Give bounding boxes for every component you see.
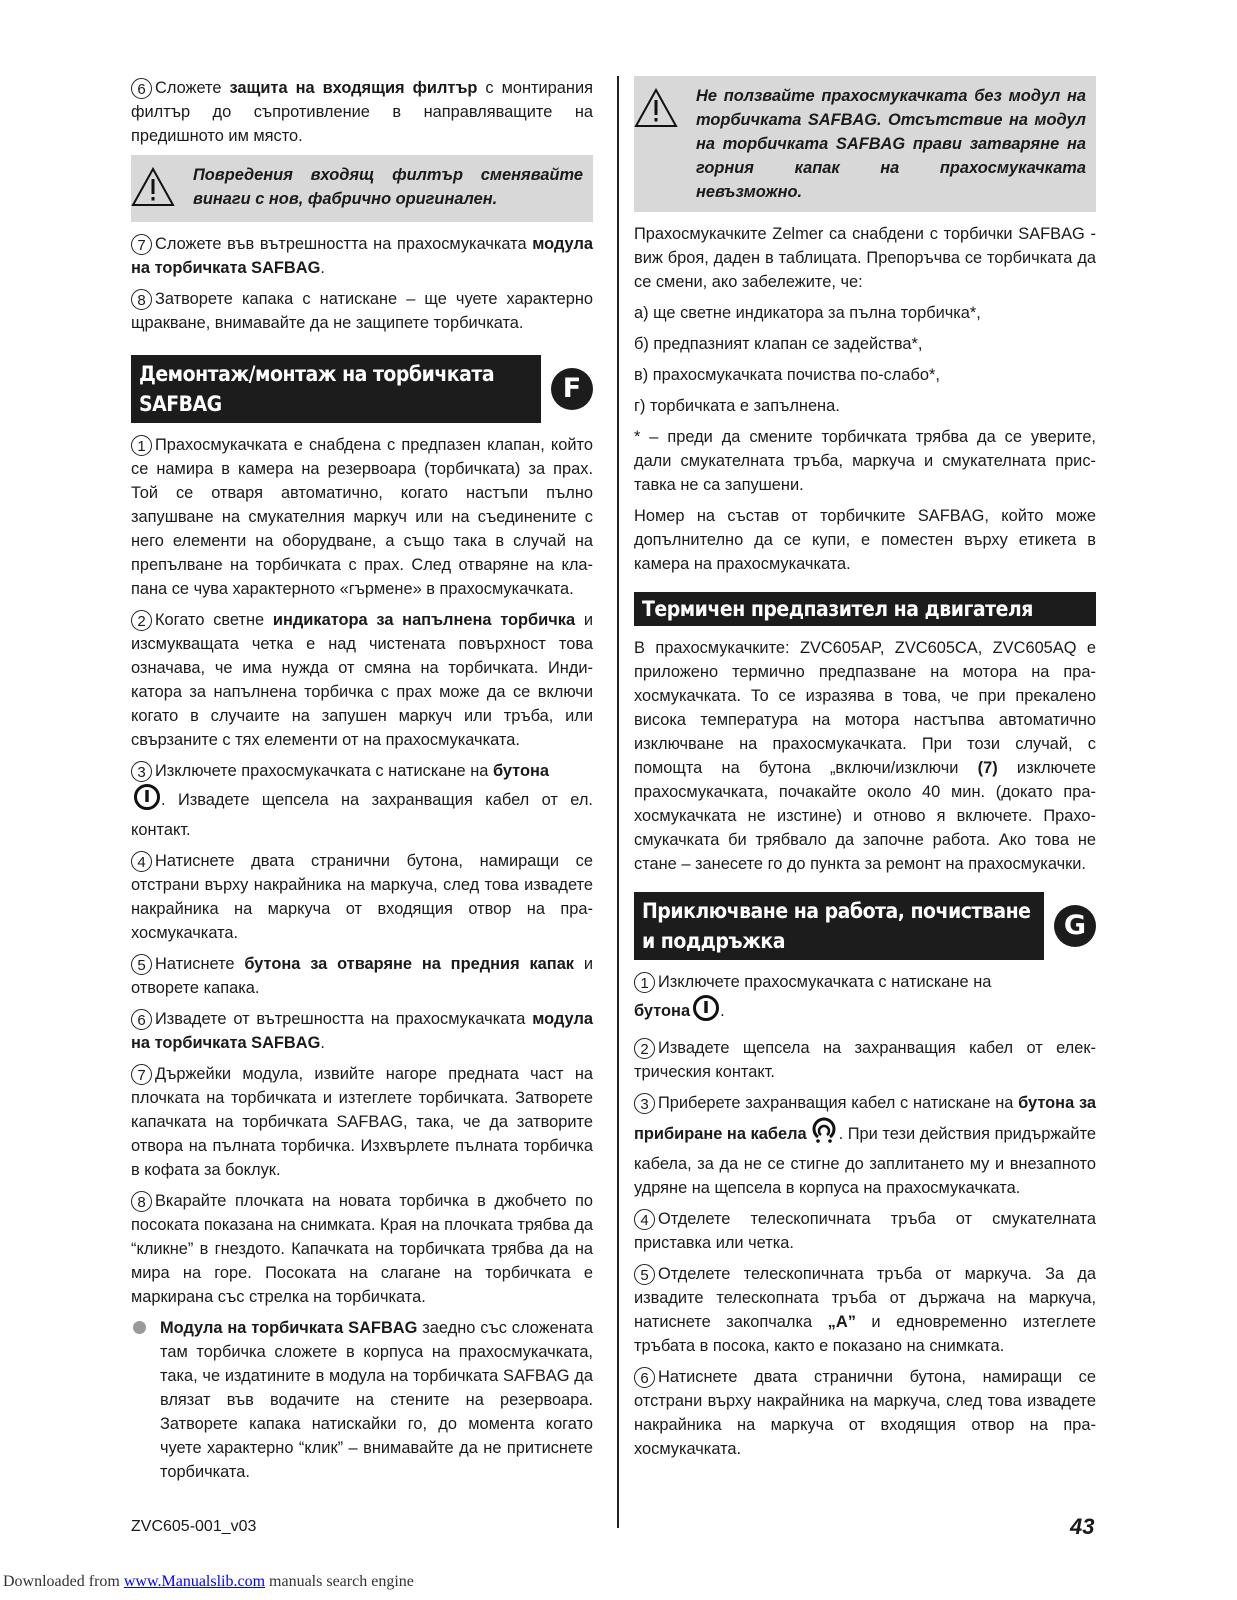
thermal-protection-text: В прахосмукачките: ZVC605AP, ZVC605CA, ZVC605AQ е приложено термично предпазване на мотора на прахосмукачката. То се изразява в това, че при прекалено висока температура на мотора настъпва автоматично изключване на прахосмукачката. При този случай, с помощта на бутона „включи/изключи (7) изключете прахосмукачката, почакайте около 40 мин. (докато прахосмукачката не изстине) и отново я включете. Прахосмукачката би трябвало да започне работа. Ако това не стане – занесете го до пункта за ремонт на прахосмукачки. — [634, 639, 1096, 873]
step-f1: 1 Прахосмукачката е снабдена с предпазен клапан, който се намира в камера на резервоара (торбичката) за прах. Той се отваря автоматично, когато настъпи пълно запушване на смукателния маркуч или на съединените с него елементи на оборудване, а също така в случай на препълване на торбичката с прах. След отваряне на клапана се чува характерното «гърмене» в прахосмукачката. — [131, 436, 593, 598]
step-number: 7 — [131, 234, 152, 255]
step-f3: 3 Изключете прахосмукачката с натискане на бутона . Извадете щепсела на захранващия кабел от ел. контакт. — [131, 762, 593, 839]
section-letter-badge: G — [1054, 905, 1096, 947]
download-footer: Downloaded from www.Manualslib.com manuals search engine — [3, 1573, 414, 1590]
power-icon — [692, 994, 720, 1029]
section-header-g — [634, 892, 1096, 960]
section-title: Приключване на работа, почистване и поддръжка — [634, 892, 1044, 960]
warning-box-safbag — [634, 76, 1096, 212]
step-number: 6 — [634, 1367, 655, 1388]
step-number: 7 — [131, 1064, 152, 1085]
section-letter-badge: F — [551, 368, 593, 410]
bags-intro: Прахосмукачките Zelmer са снабдени с торбички SAFBAG - виж броя, даден в таблицата. Препоръчва се торбичката да се смени, ако забележите, че: — [634, 225, 1096, 291]
step-f5: 5 Натиснете бутона за отваряне на предния капак и отворете капака. — [131, 955, 593, 997]
warning-triangle-icon — [131, 163, 193, 214]
step-g5: 5 Отделете телескопичната тръба от маркуча. За да извадите телескопната тръба от държача на маркуча, натиснете закопчалка „A” и едновременно изтеглете тръбата в посока, както е показано на снимката. — [634, 1265, 1096, 1355]
step-g1: 1 Изключете прахосмукачката с натискане на бутона . — [634, 970, 1096, 1029]
step-6-filter: 6 Сложете защита на входящия филтър с монтирания филтър до съпротивление в направляващите на предишното им място. — [131, 79, 593, 145]
step-f2: 2 Когато светне индикатора за напълнена торбичка и изсмукващата четка е над чистената повърхност това означава, че има нужда от смяна на торбичката. Индикатора за напълнена торбичка с прах може да се включи когато в случаите на запушен маркуч или тръба, или свързаните с тях елементи от на прахосмукачката. — [131, 611, 593, 749]
step-f4: 4 Натиснете двата странични бутона, намиращи се отстрани върху накрайника на маркуча, след това извадете накрайника на маркуча от входящия отвор на прахосмукачката. — [131, 852, 593, 942]
step-g2: 2 Извадете щепсела на захранващия кабел от електрическия контакт. — [634, 1039, 1096, 1081]
step-number: 3 — [131, 761, 152, 782]
step-number: 2 — [634, 1038, 655, 1059]
step-number: 2 — [131, 610, 152, 631]
cable-rewind-icon — [809, 1115, 839, 1152]
condition-c: в) прахосмукачката почиства по-слабо*, — [634, 366, 940, 384]
step-number: 5 — [634, 1264, 655, 1285]
section-title: Термичен предпазител на двигателя — [634, 592, 1096, 626]
step-7-insert-module: 7 Сложете във вътрешността на прахосмукачката модула на торбичката SAFBAG. — [131, 235, 593, 277]
warning-text: Не ползвайте прахосмукачката без модул на торбичката SAFBAG. Отсътствие на модул на торбичката SAFBAG прави затваряне на горния капак на прахосмукачката невъзможно. — [696, 87, 1086, 201]
right-column — [634, 76, 1096, 1468]
step-f8: 8 Вкарайте плочката на новата торбичка в джобчето по посоката показана на снимката. Края на плочката трябва да “кликне” в гнездото. Капачката на торбичката трябва да на мира на горе. Посоката на слагане на торбичката е маркирана със стрелка на торбичката. — [131, 1192, 593, 1306]
page-number: 43 — [1070, 1514, 1095, 1539]
bags-number-info: Номер на състав от торбичките SAFBAG, който може допълнително да се купи, е поместен върху етикета в камера на прахосмукачката. — [634, 507, 1096, 573]
warning-triangle-icon — [634, 84, 696, 135]
section-title: Демонтаж/монтаж на торбичката SAFBAG — [131, 355, 541, 423]
condition-b: б) предпазният клапан се задейства*, — [634, 335, 923, 353]
document-code: ZVC605-001_v03 — [131, 1518, 257, 1535]
step-number: 6 — [131, 1009, 152, 1030]
step-g3: 3 Приберете захранващия кабел с натискане на бутона за прибиране на кабела . При тези действия придържайте кабела, за да не се стигне до заплитането му и внезапното удряне на щепсела в корпуса на прахосмукачката. — [634, 1094, 1097, 1197]
step-number: 4 — [634, 1209, 655, 1230]
conditions-list — [634, 301, 1096, 418]
section-header-f — [131, 355, 593, 423]
step-number: 5 — [131, 954, 152, 975]
warning-text: Повредения входящ филтър сменявайте винаги с нов, фабрично оригинален. — [193, 166, 583, 208]
bullet-dot-icon — [133, 1321, 146, 1334]
step-number: 6 — [131, 78, 152, 99]
warning-box-filter — [131, 155, 593, 222]
condition-d: г) торбичката е запълнена. — [634, 397, 840, 415]
column-divider — [617, 76, 619, 1528]
left-column — [131, 76, 593, 1484]
step-number: 1 — [131, 435, 152, 456]
section-header-thermal — [634, 592, 1096, 626]
footnote: * – преди да смените торбичката трябва да се уверите, дали смукателната тръба, маркуча и смукателната приставка не са запушени. — [634, 428, 1096, 494]
step-number: 1 — [634, 972, 655, 993]
bullet-item-module: Модула на торбичката SAFBAG заедно със сложената там торбичка сложете в корпуса на прахосмукачката, така, че издатините в модула на торбичката SAFBAG да влязат във водачите на стените на резервоара. Затворете капака натискайки го, до момента когато чуете характерно “клик” – внимавайте да не притиснете торбичката. — [131, 1316, 593, 1484]
step-g4: 4 Отделете телескопичната тръба от смукателната приставка или четка. — [634, 1210, 1096, 1252]
condition-a: а) ще светне индикатора за пълна торбичка*, — [634, 304, 981, 322]
step-g6: 6 Натиснете двата странични бутона, намиращи се отстрани върху накрайника на маркуча, след това извадете накрайника на маркуча от входящия отвор на прахосмукачката. — [634, 1368, 1096, 1458]
step-number: 8 — [131, 1191, 152, 1212]
step-f6: 6 Извадете от вътрешността на прахосмукачката модула на торбичката SAFBAG. — [131, 1010, 593, 1052]
manualslib-link[interactable]: www.Manualslib.com — [123, 1573, 266, 1590]
step-f7: 7 Държейки модула, извийте нагоре предната част на плочката на торбичката и изтеглете торбичката. Затворете капачката на торбичката SAFBAG, така, че да затворите отвора на пълната торбичка. Изхвърлете пълната торбичка в кофата за боклук. — [131, 1065, 593, 1179]
step-number: 3 — [634, 1093, 655, 1114]
power-icon — [133, 783, 161, 818]
step-8-close-lid: 8 Затворете капака с натискане – ще чуете характерно щракване, внимавайте да не защипете торбичката. — [131, 290, 593, 332]
step-number: 8 — [131, 289, 152, 310]
step-number: 4 — [131, 851, 152, 872]
